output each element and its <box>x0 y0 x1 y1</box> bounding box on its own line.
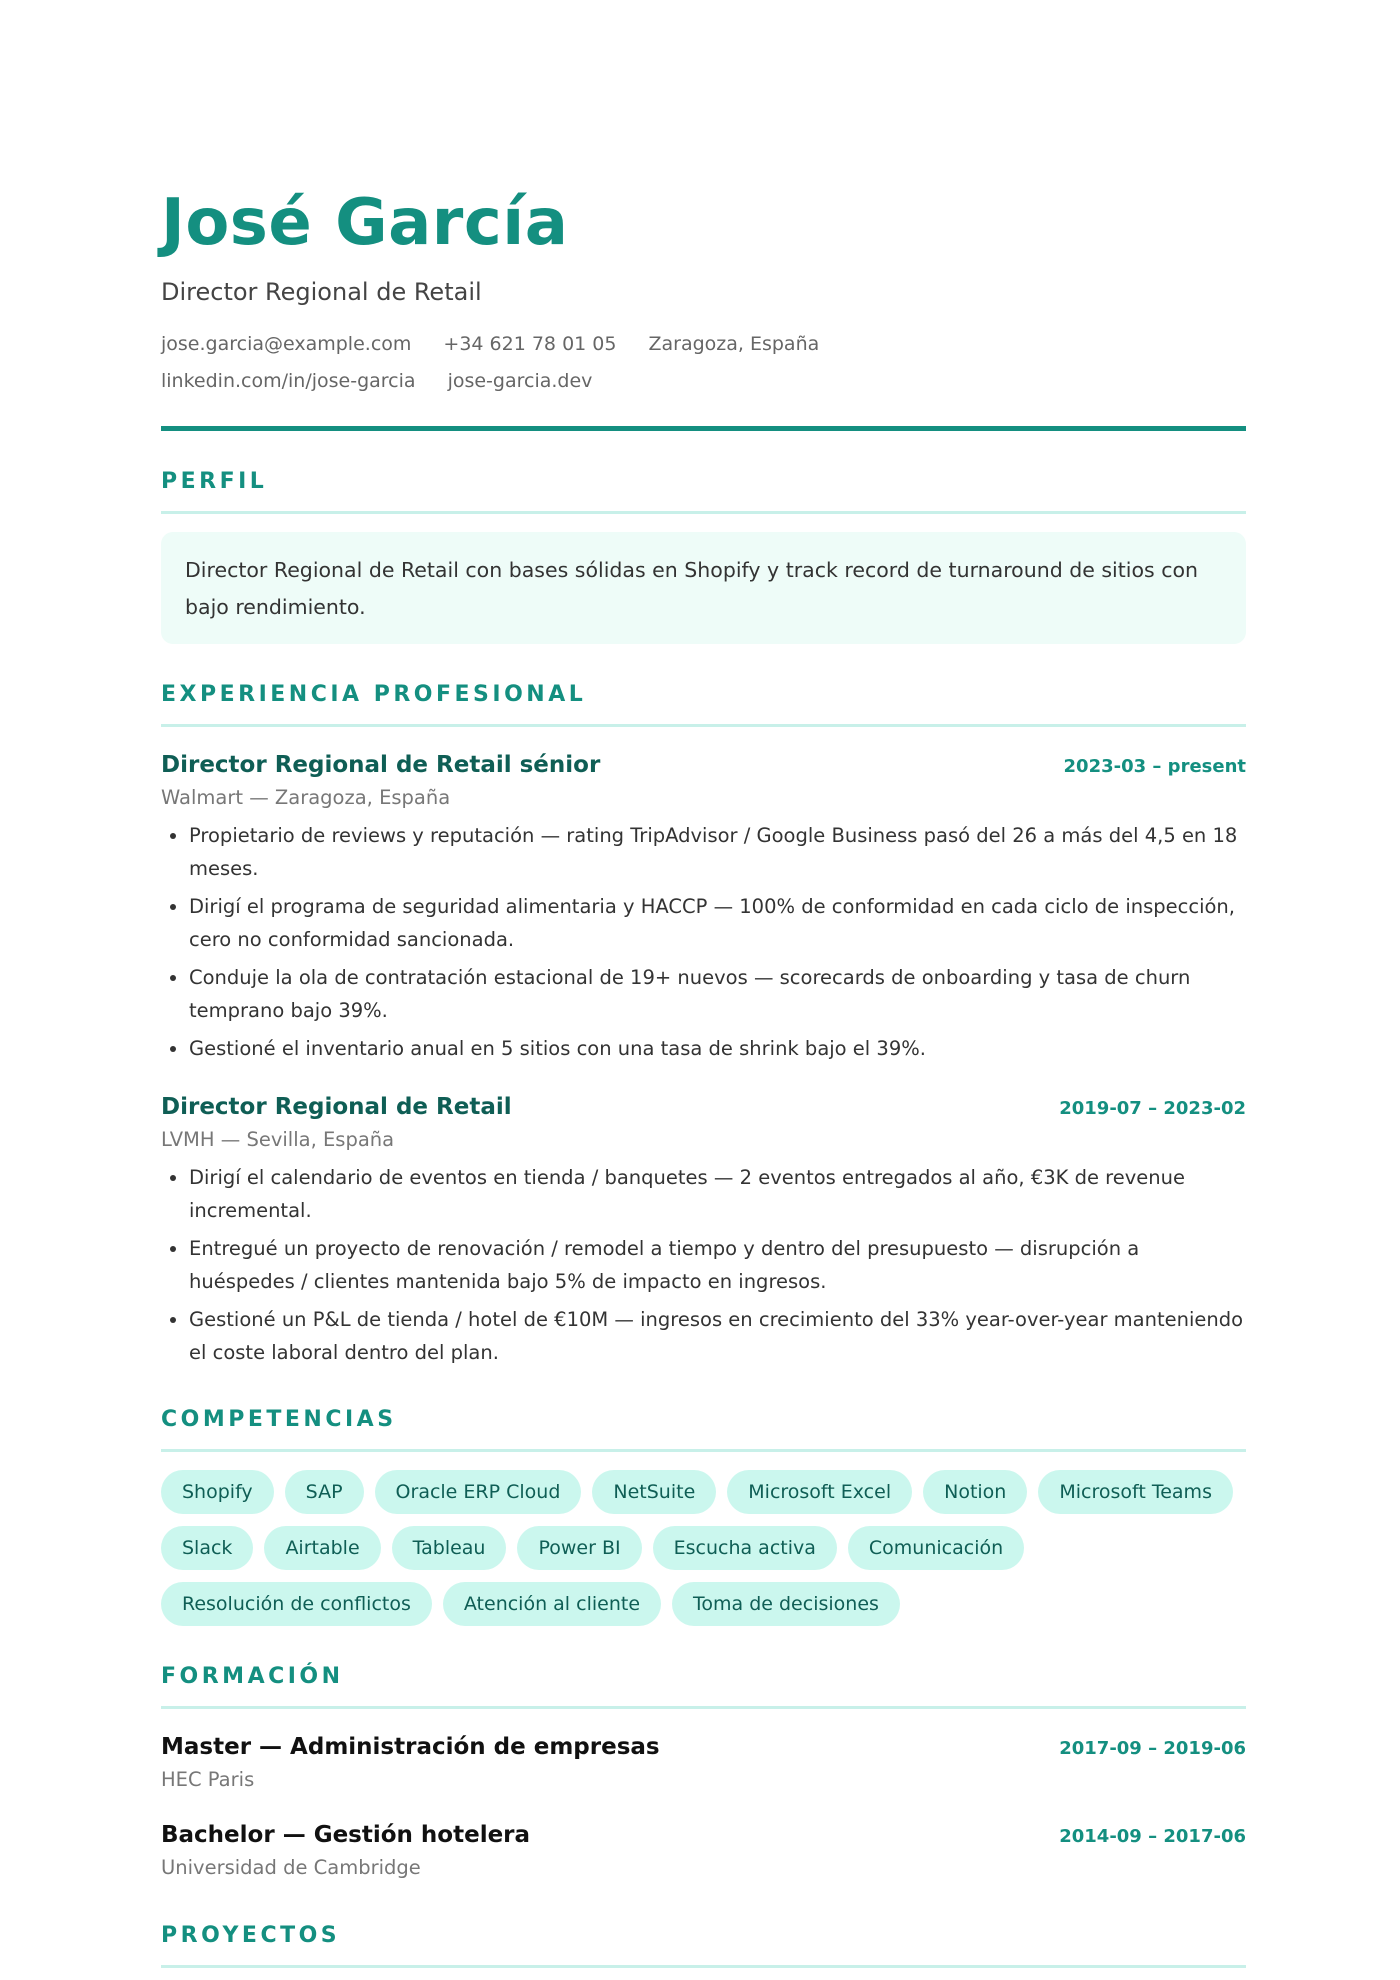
candidate-title: Director Regional de Retail <box>161 278 482 306</box>
education-entry <box>161 1819 1246 1885</box>
education-entry <box>161 1731 1246 1797</box>
contact-website: jose-garcia.dev <box>447 370 593 392</box>
job-bullets <box>161 819 1246 1065</box>
skill-chip: Shopify <box>161 1470 274 1514</box>
skill-chip: NetSuite <box>592 1470 716 1514</box>
education-school: HEC Paris <box>161 1768 255 1791</box>
job-bullet: • Entregué un proyecto de renovación / remodel a tiempo y dentro del presupuesto — disrupción a huéspedes / clientes mantenida bajo 5% de impacto en ingresos. <box>189 1232 1246 1298</box>
section-divider <box>161 1449 1246 1452</box>
job-role: Director Regional de Retail sénior <box>161 752 601 778</box>
skill-chip: Oracle ERP Cloud <box>375 1470 582 1514</box>
contact-linkedin: linkedin.com/in/jose-garcia <box>161 370 416 392</box>
contact-list <box>161 326 1111 400</box>
job-dates: 2019-07 – 2023-02 <box>1059 1098 1246 1119</box>
job-role: Director Regional de Retail <box>161 1094 512 1120</box>
section-title-profile: PERFIL <box>161 469 268 494</box>
skill-chip: Power BI <box>517 1526 641 1570</box>
contact-location: Zaragoza, España <box>648 333 820 355</box>
section-title-projects: PROYECTOS <box>161 1923 341 1948</box>
skill-chip: Atención al cliente <box>443 1582 661 1626</box>
education-degree: Bachelor — Gestión hotelera <box>161 1822 531 1848</box>
job-company: LVMH — Sevilla, España <box>161 1128 395 1151</box>
section-title-skills: COMPETENCIAS <box>161 1407 397 1432</box>
skill-chip-list <box>161 1470 1251 1626</box>
resume-page <box>161 180 1246 1968</box>
candidate-name: José García <box>161 186 569 260</box>
job-bullet: • Propietario de reviews y reputación — rating TripAdvisor / Google Business pasó del 26 a más del 4,5 en 18 meses. <box>189 819 1246 885</box>
section-divider <box>161 511 1246 514</box>
job-bullet: • Dirigí el programa de seguridad alimentaria y HACCP — 100% de conformidad en cada ciclo de inspección, cero no conformidad sancionada. <box>189 890 1246 956</box>
profile-summary: Director Regional de Retail con bases sólidas en Shopify y track record de turnaround de sitios con bajo rendimiento. <box>161 532 1246 644</box>
contact-email: jose.garcia@example.com <box>161 333 412 355</box>
skill-chip: Slack <box>161 1526 253 1570</box>
section-divider <box>161 1965 1246 1968</box>
job-bullet: • Gestioné el inventario anual en 5 sitios con una tasa de shrink bajo el 39%. <box>189 1032 1246 1065</box>
skill-chip: Resolución de conflictos <box>161 1582 432 1626</box>
job-bullets <box>161 1161 1246 1369</box>
job-entry <box>161 1091 1246 1369</box>
section-title-education: FORMACIÓN <box>161 1664 344 1689</box>
skill-chip: Notion <box>923 1470 1027 1514</box>
section-title-experience: EXPERIENCIA PROFESIONAL <box>161 682 587 707</box>
skill-chip: Toma de decisiones <box>672 1582 900 1626</box>
education-dates: 2017-09 – 2019-06 <box>1059 1738 1246 1759</box>
job-entry <box>161 749 1246 1065</box>
job-bullet: • Gestioné un P&L de tienda / hotel de €10M — ingresos en crecimiento del 33% year-over-year manteniendo el coste laboral dentro del plan. <box>189 1303 1246 1369</box>
education-dates: 2014-09 – 2017-06 <box>1059 1826 1246 1847</box>
job-bullet: • Dirigí el calendario de eventos en tienda / banquetes — 2 eventos entregados al año, €3K de revenue incremental. <box>189 1161 1246 1227</box>
skill-chip: Tableau <box>392 1526 507 1570</box>
education-degree: Master — Administración de empresas <box>161 1734 660 1760</box>
skill-chip: Microsoft Teams <box>1038 1470 1233 1514</box>
skill-chip: Airtable <box>264 1526 380 1570</box>
skill-chip: SAP <box>285 1470 364 1514</box>
job-company: Walmart — Zaragoza, España <box>161 786 451 809</box>
job-bullet: • Conduje la ola de contratación estacional de 19+ nuevos — scorecards de onboarding y tasa de churn temprano bajo 39%. <box>189 961 1246 1027</box>
contact-phone: +34 621 78 01 05 <box>443 333 617 355</box>
skill-chip: Escucha activa <box>653 1526 837 1570</box>
section-divider <box>161 1706 1246 1709</box>
header-divider <box>161 426 1246 431</box>
section-divider <box>161 724 1246 727</box>
job-dates: 2023-03 – present <box>1063 756 1246 777</box>
skill-chip: Microsoft Excel <box>727 1470 912 1514</box>
skill-chip: Comunicación <box>848 1526 1024 1570</box>
education-school: Universidad de Cambridge <box>161 1856 421 1879</box>
